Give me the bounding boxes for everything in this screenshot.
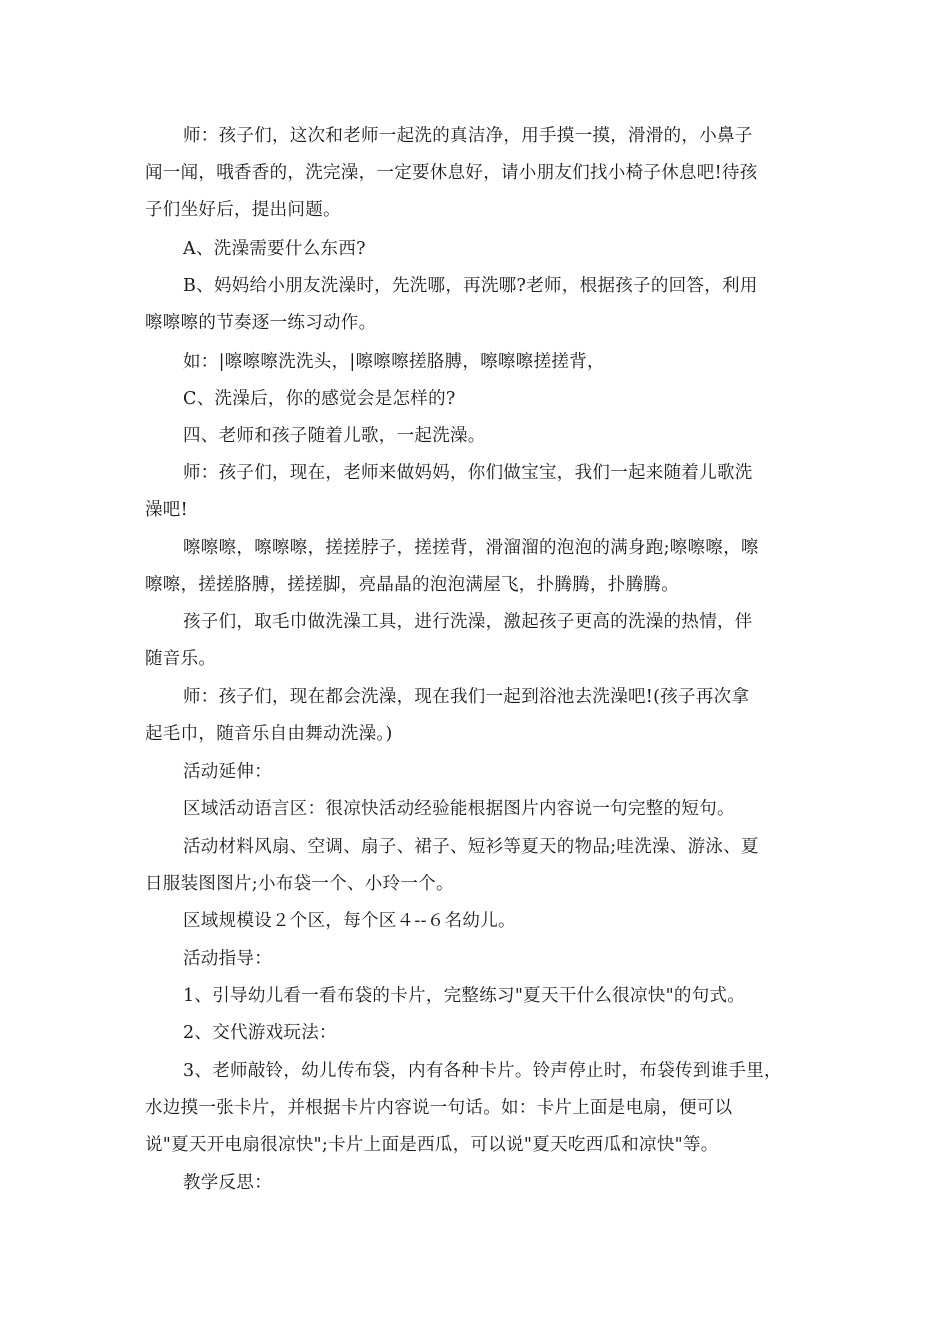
- paragraph: [145, 455, 810, 529]
- text-line: 活动材料风扇、空调、扇子、裙子、短衫等夏天的物品;哇洗澡、游泳、夏: [183, 837, 759, 857]
- text-line: 教学反思：: [183, 1173, 272, 1193]
- paragraph: [145, 978, 810, 1015]
- text-line: 3、老师敲铃，幼儿传布袋，内有各种卡片。铃声停止时，布袋传到谁手里，: [183, 1061, 782, 1081]
- paragraph: [145, 829, 810, 903]
- text-line: 子们坐好后，提出问题。: [145, 200, 341, 220]
- text-line: 闻一闻，哦香香的，洗完澡，一定要休息好，请小朋友们找小椅子休息吧!待孩: [145, 163, 758, 183]
- text-line: 随音乐。: [145, 649, 217, 669]
- paragraph: [145, 754, 810, 791]
- text-line: 如：|嚓嚓嚓洗洗头，|嚓嚓嚓搓胳膊，嚓嚓嚓搓搓背，: [183, 352, 605, 372]
- paragraph: [145, 1053, 810, 1164]
- text-line: 活动延伸：: [183, 762, 272, 782]
- paragraph: [145, 903, 810, 940]
- text-line: 区域规模设２个区，每个区４--６名幼儿。: [183, 911, 516, 931]
- text-line: 说"夏天开电扇很凉快";卡片上面是西瓜，可以说"夏天吃西瓜和凉快"等。: [145, 1135, 719, 1155]
- paragraph: [145, 231, 810, 268]
- text-line: A、洗澡需要什么东西?: [183, 239, 366, 259]
- paragraph: [145, 604, 810, 678]
- paragraph: [145, 344, 810, 381]
- paragraph: [145, 679, 810, 753]
- text-line: 师：孩子们，这次和老师一起洗的真洁净，用手摸一摸，滑滑的，小鼻子: [183, 126, 753, 146]
- text-line: B、妈妈给小朋友洗澡时，先洗哪，再洗哪?老师，根据孩子的回答，利用: [183, 276, 758, 296]
- text-line: 四、老师和孩子随着儿歌，一起洗澡。: [183, 426, 486, 446]
- paragraph: [145, 418, 810, 455]
- text-line: 嚓嚓，搓搓胳膊，搓搓脚，亮晶晶的泡泡满屋飞，扑腾腾，扑腾腾。: [145, 575, 679, 595]
- paragraph: [145, 791, 810, 828]
- paragraph: [145, 1165, 810, 1202]
- text-line: 区域活动语言区：很凉快活动经验能根据图片内容说一句完整的短句。: [183, 799, 735, 819]
- text-line: 日服装图图片;小布袋一个、小玲一个。: [145, 874, 454, 894]
- paragraph: [145, 118, 810, 229]
- text-line: 2、交代游戏玩法：: [183, 1023, 337, 1043]
- text-line: 嚓嚓嚓，嚓嚓嚓，搓搓脖子，搓搓背，滑溜溜的泡泡的满身跑;嚓嚓嚓，嚓: [183, 538, 759, 558]
- text-line: 起毛巾，随音乐自由舞动洗澡。): [145, 724, 393, 744]
- paragraph: [145, 1015, 810, 1052]
- text-line: 孩子们，取毛巾做洗澡工具，进行洗澡，激起孩子更高的洗澡的热情，伴: [183, 612, 753, 632]
- text-line: 澡吧!: [145, 500, 188, 520]
- text-line: 师：孩子们，现在都会洗澡，现在我们一起到浴池去洗澡吧!(孩子再次拿: [183, 687, 750, 707]
- paragraph: [145, 268, 810, 342]
- paragraph: [145, 530, 810, 604]
- paragraph: [145, 941, 810, 978]
- text-line: 嚓嚓嚓的节奏逐一练习动作。: [145, 313, 377, 333]
- text-line: 师：孩子们，现在，老师来做妈妈，你们做宝宝，我们一起来随着儿歌洗: [183, 463, 753, 483]
- text-line: C、洗澡后，你的感觉会是怎样的?: [183, 389, 456, 409]
- text-line: 1、引导幼儿看一看布袋的卡片，完整练习"夏天干什么很凉快"的句式。: [183, 986, 746, 1006]
- text-line: 活动指导：: [183, 949, 272, 969]
- text-line: 水边摸一张卡片，并根据卡片内容说一句话。如：卡片上面是电扇，便可以: [145, 1098, 733, 1118]
- paragraph: [145, 381, 810, 418]
